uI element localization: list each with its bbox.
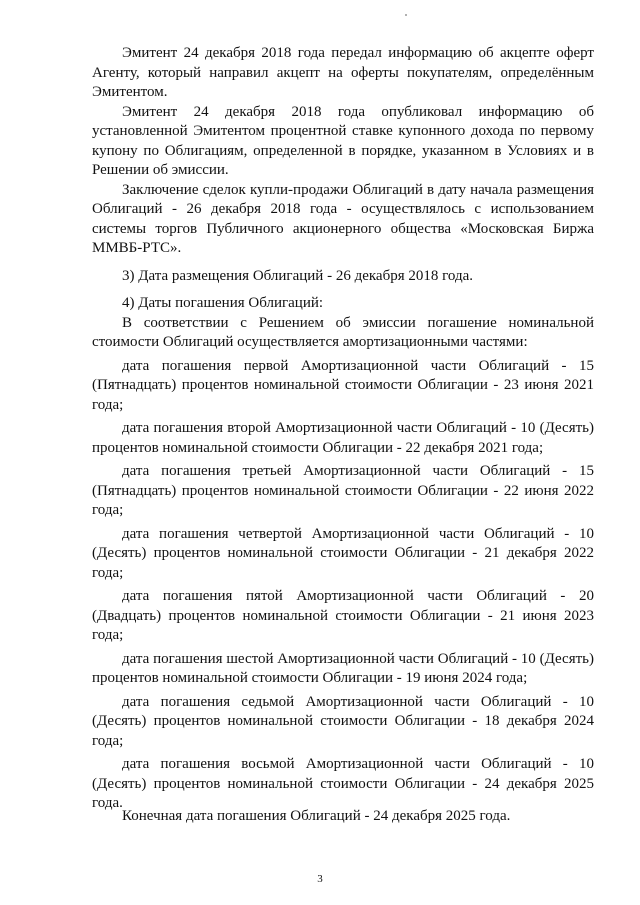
page-number: 3 bbox=[317, 873, 323, 885]
paragraph-offer-acceptance: Эмитент 24 декабря 2018 года передал информацию об акцепте оферт Агенту, который направил акцепт на оферты покупателям, определённым Эмитентом. bbox=[92, 45, 594, 100]
amortization-item-7: дата погашения седьмой Амортизационной части Облигаций - 10 (Десять) процентов номинальной стоимости Облигации - 18 декабря 2024 года; bbox=[92, 693, 594, 749]
paragraph-coupon-rate: Эмитент 24 декабря 2018 года опубликовал информацию об установленной Эмитентом процентной ставке купонного дохода по первому купону по Облигациям, определенной в порядке, указанном в Условиях и в Решении об эмиссии. bbox=[92, 103, 594, 178]
paragraph-trading: Заключение сделок купли-продажи Облигаций в дату начала размещения Облигаций - 26 декабря 2018 года - осуществлялось с использованием системы торгов Публичного акционерного общества «Московская Биржа ММВБ-РТС». bbox=[92, 181, 594, 256]
amortization-item-5: дата погашения пятой Амортизационной части Облигаций - 20 (Двадцать) процентов номинальной стоимости Облигации - 21 июня 2023 года; bbox=[92, 588, 594, 643]
paragraph-amortization-intro: В соответствии с Решением об эмиссии погашение номинальной стоимости Облигаций осуществляется амортизационными частями: bbox=[92, 314, 594, 350]
scan-dot bbox=[405, 14, 407, 16]
amortization-item-2: дата погашения второй Амортизационной части Облигаций - 10 (Десять) процентов номинальной стоимости Облигации - 22 декабря 2021 года; bbox=[92, 420, 594, 456]
final-redemption-date: Конечная дата погашения Облигаций - 24 декабря 2025 года. bbox=[122, 808, 511, 824]
amortization-item-3: дата погашения третьей Амортизационной части Облигаций - 15 (Пятнадцать) процентов номинальной стоимости Облигации - 22 июня 2022 года; bbox=[92, 463, 594, 518]
placement-date: 3) Дата размещения Облигаций - 26 декабря 2018 года. bbox=[122, 267, 473, 284]
amortization-item-6: дата погашения шестой Амортизационной части Облигаций - 10 (Десять) процентов номинальной стоимости Облигации - 19 июня 2024 года; bbox=[92, 650, 594, 686]
amortization-item-4: дата погашения четвертой Амортизационной части Облигаций - 10 (Десять) процентов номинальной стоимости Облигации - 21 декабря 2022 года; bbox=[92, 525, 594, 581]
body-text bbox=[92, 44, 594, 814]
redemption-heading: 4) Даты погашения Облигаций: bbox=[122, 295, 324, 311]
amortization-item-1: дата погашения первой Амортизационной части Облигаций - 15 (Пятнадцать) процентов номинальной стоимости Облигации - 23 июня 2021 года; bbox=[92, 357, 594, 413]
amortization-item-8: дата погашения восьмой Амортизационной части Облигаций - 10 (Десять) процентов номинальной стоимости Облигации - 24 декабря 2025 года. bbox=[92, 756, 594, 811]
